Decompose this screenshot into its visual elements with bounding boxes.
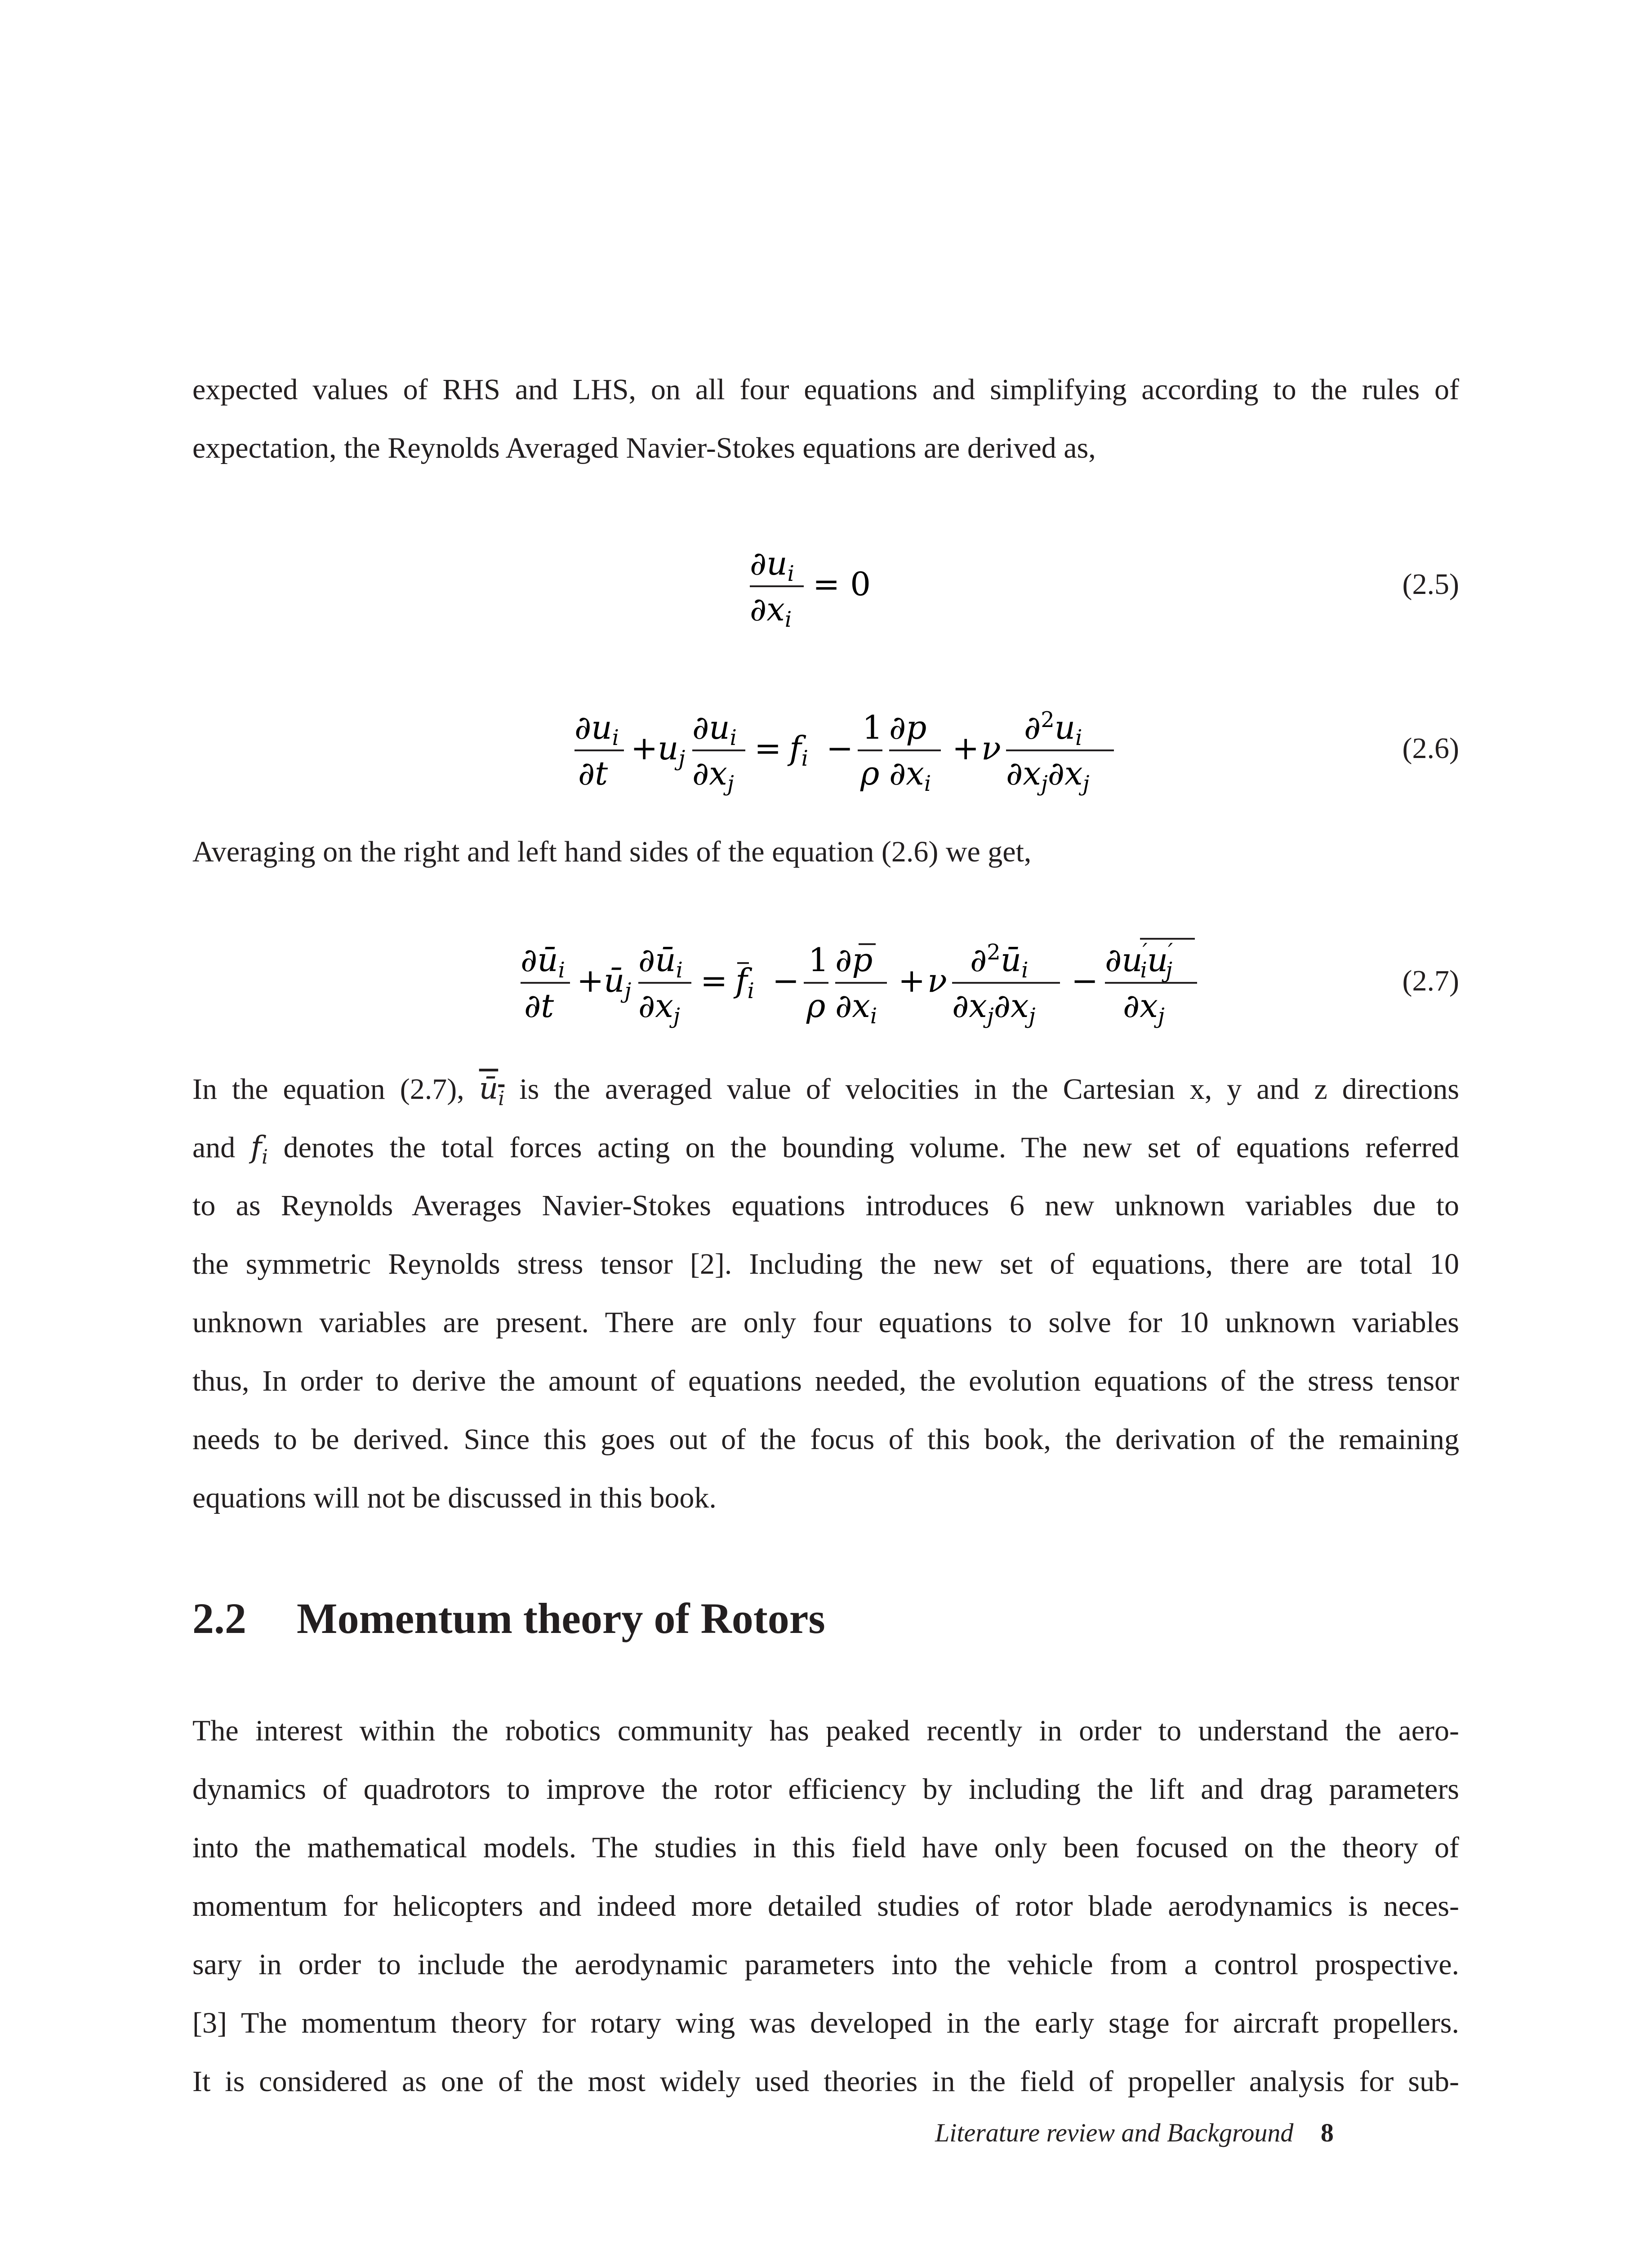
rans-line-8: equations will not be discussed in this book. [192,1481,717,1514]
section-title: Momentum theory of Rotors [297,1594,825,1642]
svg-text:∂ui: ∂ui [750,544,794,586]
momentum-line-5: sary in order to include the aerodynamic parameters into the vehicle from a control prospective. [192,1948,1459,1981]
svg-text:ρ: ρ [860,754,880,792]
momentum-line-4: momentum for helicopters and indeed more detailed studies of rotor blade aerodynamics is neces- [192,1890,1459,1922]
svg-text:∂t: ∂t [578,754,608,792]
rans-line-7: needs to be derived. Since this goes out of the focus of this book, the derivation of the remaining [192,1423,1459,1456]
rans-line-5: unknown variables are present. There are only four equations to solve for 10 unknown variables [192,1306,1459,1339]
averaging-paragraph [192,823,1459,881]
rans-line-1-lead: In the equation (2.7), [192,1073,464,1106]
momentum-line-7: It is considered as one of the most widely used theories in the field of propeller analysis for sub- [192,2065,1459,2098]
momentum-line-3: into the mathematical models. The studies in this field have only been focused on the theory of [192,1831,1459,1864]
svg-text:∂ui: ∂ui [692,709,737,750]
intro-line-2: expectation, the Reynolds Averaged Navier-Stokes equations are derived as, [192,432,1096,464]
svg-text:1: 1 [862,709,883,746]
force-symbol: $f_i$ [250,1130,268,1169]
svg-text:∂2ūi: ∂$^2$ūi [970,940,1029,983]
rans-line-2-lead: and [192,1131,251,1164]
running-title: Literature review and Background [935,2118,1294,2147]
svg-text:∂ūi: ∂ūi [521,941,565,983]
symbol-u: ū [479,1071,499,1106]
svg-text:fi: fi [789,729,809,771]
momentum-paragraph [192,1702,1459,2111]
svg-text:=: = [754,729,782,767]
momentum-line-6: [3] The momentum theory for rotary wing was developed in the early stage for aircraft propellers. [192,2007,1459,2039]
svg-text:∂xi: ∂xi [835,987,877,1029]
svg-text:ρ: ρ [806,987,826,1025]
equation-number: (2.5) [1402,568,1459,601]
averaged-velocity-symbol: $ū_i$ [479,1071,505,1111]
svg-text:= 0: = 0 [813,565,871,603]
svg-text:=: = [700,962,728,999]
svg-text:+: + [898,962,926,999]
equation-2-7 [192,926,1459,1034]
svg-text:∂t: ∂t [524,987,554,1025]
averaging-sentence: Averaging on the right and left hand sides of the equation (2.6) we get, [192,835,1032,868]
page-number: 8 [1320,2118,1334,2147]
intro-paragraph [192,361,1459,477]
svg-text:∂p: ∂p [835,941,873,979]
momentum-line-1: The interest within the robotics community has peaked recently in order to understand the aero- [192,1714,1459,1747]
rans-line-4: the symmetric Reynolds stress tensor [2]. Including the new set of equations, there are total 10 [192,1248,1459,1280]
svg-text:∂xj: ∂xj [1123,987,1165,1029]
equation-number: (2.7) [1402,964,1459,997]
svg-text:∂xj: ∂xj [638,987,680,1029]
svg-text:∂xj∂xj: ∂xj∂xj [1006,754,1090,796]
svg-text:∂2ui: ∂$^2$ui [1024,707,1082,750]
equation-2-6 [192,699,1459,803]
section-number: 2.2 [192,1594,246,1642]
rans-line-2-tail: denotes the total forces acting on the bounding volume. The new set of equations referred [268,1131,1459,1164]
svg-text:∂xj∂xj: ∂xj∂xj [952,987,1036,1029]
svg-text:ν: ν [981,729,1001,767]
svg-text:∂u′iu′j: ∂u′ iu′ j [1105,939,1173,983]
svg-text:+: + [577,962,604,999]
momentum-line-2: dynamics of quadrotors to improve the rotor efficiency by including the lift and drag parameters [192,1773,1459,1806]
equation-2-6-formula [574,699,1294,803]
svg-text:+: + [631,729,658,767]
svg-text:−: − [1071,962,1099,999]
svg-text:+: + [952,729,980,767]
equation-2-7-formula [521,926,1375,1034]
section-heading [192,1592,825,1646]
svg-text:∂xi: ∂xi [750,590,792,632]
svg-text:∂p: ∂p [889,709,927,746]
intro-line-1: expected values of RHS and LHS, on all four equations and simplifying according to the rules of [192,373,1459,406]
svg-text:∂xi: ∂xi [889,754,931,796]
symbol-f: f [250,1130,262,1164]
equation-2-5-formula [750,535,984,638]
page-footer [935,2118,1334,2148]
svg-text:ν: ν [927,962,947,999]
svg-text:∂ūi: ∂ūi [638,941,683,983]
svg-text:−: − [826,729,854,767]
rans-line-1 [192,1060,1459,1118]
rans-line-3: to as Reynolds Averages Navier-Stokes equations introduces 6 new unknown variables due to [192,1189,1459,1222]
svg-text:∂ui: ∂ui [574,709,619,750]
equation-2-5 [192,535,1459,638]
svg-text:1: 1 [808,941,829,979]
rans-line-1-tail: is the averaged value of velocities in the Cartesian x, y and z directions [504,1073,1460,1106]
rans-line-2 [192,1118,1459,1177]
svg-text:−: − [772,962,800,999]
equation-number: (2.6) [1402,732,1459,765]
svg-text:uj: uj [658,729,686,771]
rans-line-6: thus, In order to derive the amount of equations needed, the evolution equations of the stress tensor [192,1365,1459,1397]
svg-text:ūj: ūj [604,962,632,1004]
svg-text:∂xj: ∂xj [692,754,734,796]
rans-paragraph [192,1060,1459,1527]
svg-text:fi: fi [735,962,755,1004]
